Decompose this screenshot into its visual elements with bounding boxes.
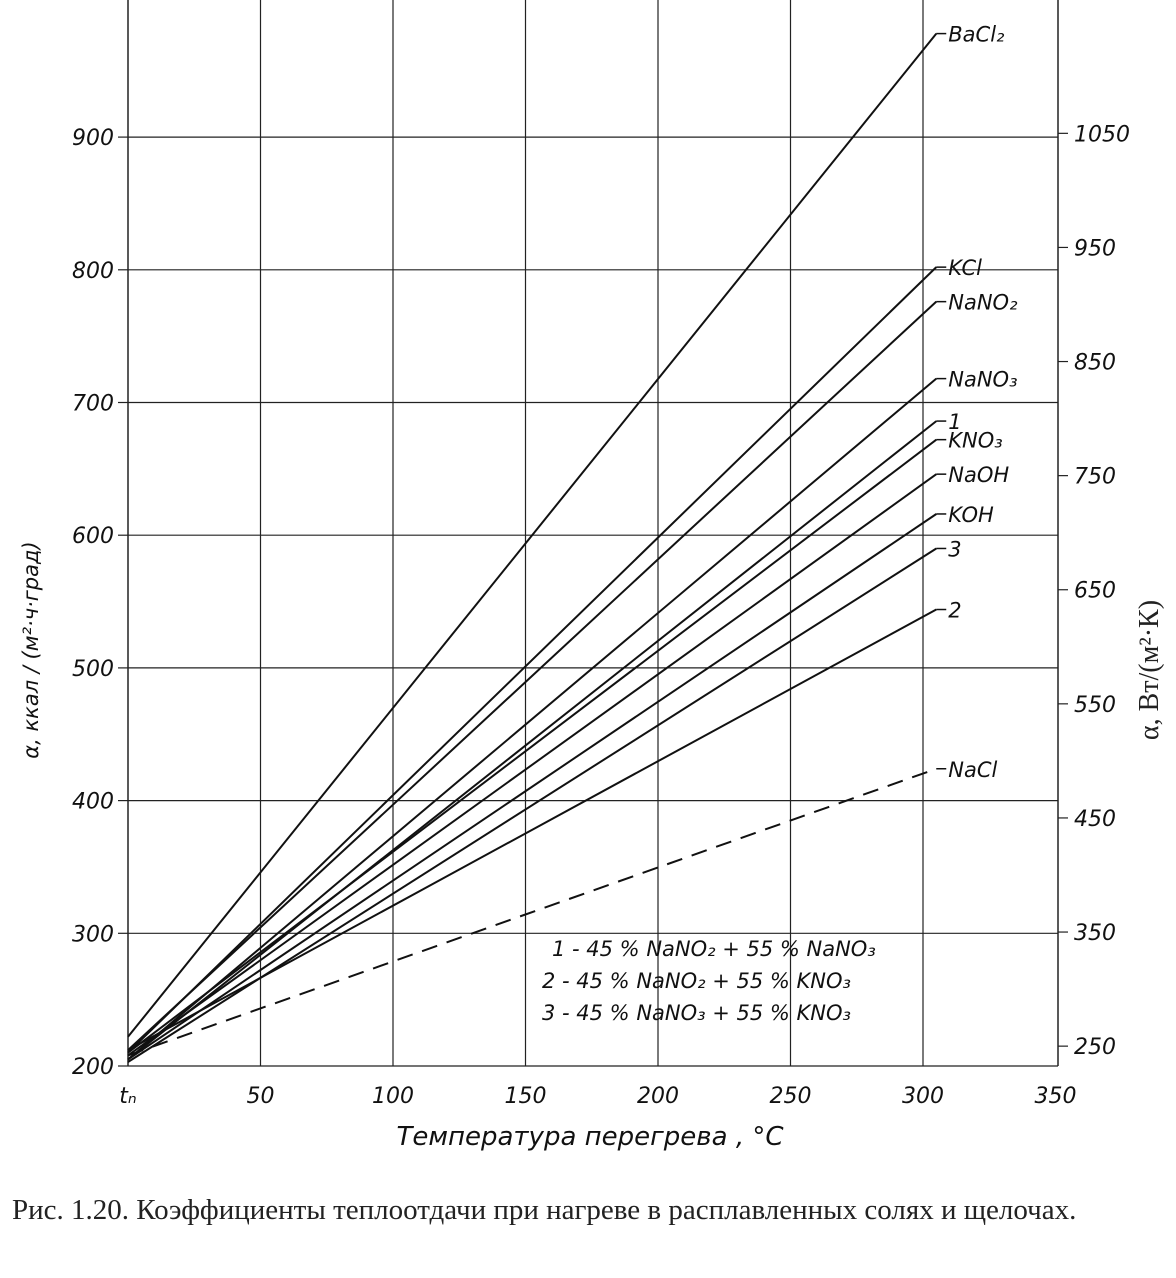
series-label-5: KNO₃ bbox=[948, 428, 1003, 453]
figure-caption: Рис. 1.20. Коэффициенты теплоотдачи при нагреве в расплавленных солях и щелочах. bbox=[12, 1194, 1077, 1226]
x-tick-label-0: tₙ bbox=[119, 1084, 137, 1109]
x-tick-label-2: 100 bbox=[372, 1084, 414, 1109]
y-left-tick-label-800: 800 bbox=[72, 258, 114, 284]
x-axis-title: Температура перегрева , °C bbox=[396, 1122, 784, 1152]
y-axis-right-title: α, Вт/(м²·К) bbox=[1134, 599, 1165, 741]
y-left-tick-label-500: 500 bbox=[72, 656, 114, 682]
series-label-8: 3 bbox=[948, 537, 962, 562]
y-right-tick-label-450: 450 bbox=[1074, 806, 1116, 832]
y-left-tick-label-300: 300 bbox=[72, 922, 114, 948]
x-tick-label-4: 200 bbox=[637, 1084, 679, 1109]
y-right-tick-label-850: 850 bbox=[1074, 350, 1116, 376]
y-right-tick-label-250: 250 bbox=[1074, 1035, 1116, 1061]
series-line-4 bbox=[128, 421, 936, 1059]
series-label-7: KOH bbox=[948, 502, 994, 527]
series-label-4: 1 bbox=[948, 410, 962, 435]
y-right-tick-label-1050: 1050 bbox=[1074, 122, 1130, 148]
series-label-6: NaOH bbox=[948, 463, 1010, 488]
x-tick-label-7: 350 bbox=[1034, 1084, 1077, 1109]
y-left-tick-label-700: 700 bbox=[72, 391, 114, 417]
x-tick-label-5: 250 bbox=[769, 1084, 812, 1109]
series-label-3: NaNO₃ bbox=[948, 367, 1018, 392]
legend-entry-1: 1 - 45 % NaNO₂ + 55 % NaNO₃ bbox=[552, 937, 876, 961]
series-label-0: BaCl₂ bbox=[948, 22, 1005, 47]
series-lines bbox=[128, 34, 936, 1062]
series-label-9: 2 bbox=[948, 598, 962, 623]
legend-entry-2: 2 - 45 % NaNO₂ + 55 % KNO₃ bbox=[542, 969, 851, 993]
y-right-tick-label-750: 750 bbox=[1074, 464, 1116, 490]
legend-entry-3: 3 - 45 % NaNO₃ + 55 % KNO₃ bbox=[542, 1001, 851, 1025]
y-right-tick-label-550: 550 bbox=[1074, 692, 1116, 718]
series-line-1 bbox=[128, 267, 936, 1053]
x-tick-label-1: 50 bbox=[246, 1084, 275, 1109]
x-tick-label-3: 150 bbox=[504, 1084, 547, 1109]
y-right-tick-label-950: 950 bbox=[1074, 236, 1116, 262]
series-label-2: NaNO₂ bbox=[948, 290, 1018, 315]
y-left-tick-label-200: 200 bbox=[72, 1055, 114, 1080]
x-tick-label-6: 300 bbox=[902, 1084, 944, 1109]
y-axis-left-title: α, ккал / (м²·ч·град) bbox=[19, 541, 43, 759]
y-left-tick-label-600: 600 bbox=[72, 524, 114, 550]
y-left-tick-label-900: 900 bbox=[72, 126, 114, 152]
y-right-tick-label-350: 350 bbox=[1074, 921, 1116, 947]
series-label-10: NaCl bbox=[948, 757, 998, 782]
y-left-tick-label-400: 400 bbox=[72, 789, 114, 815]
series-label-1: KCl bbox=[948, 256, 982, 281]
y-right-tick-label-650: 650 bbox=[1074, 578, 1116, 604]
legend bbox=[542, 937, 876, 1025]
grid bbox=[118, 0, 1068, 1066]
